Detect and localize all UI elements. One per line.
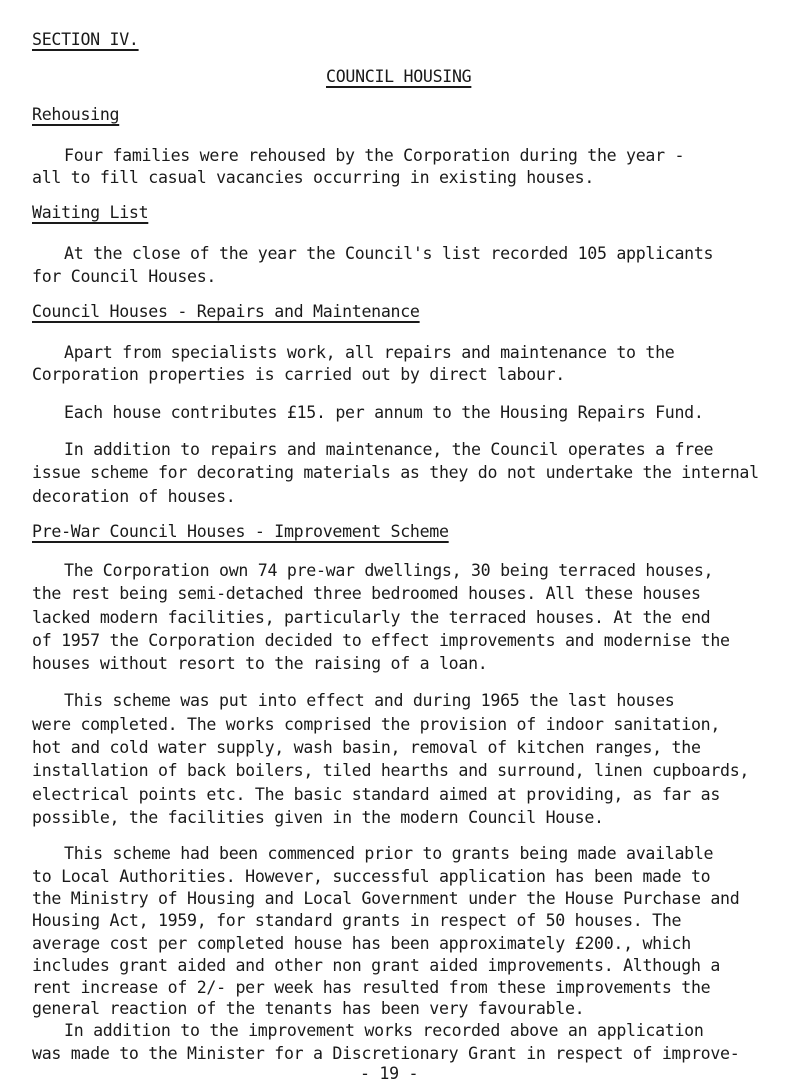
improvement-p3-line-4: Housing Act, 1959, for standard grants in respect of 50 houses. The [32,911,682,931]
repairs-p3-line-3: decoration of houses. [32,486,236,506]
improvement-p4-line-2: was made to the Minister for a Discretionary Grant in respect of improve- [32,1043,740,1063]
rehousing-heading: Rehousing [32,104,120,124]
repairs-p3-line-2: issue scheme for decorating materials as they do not undertake the internal [32,463,759,483]
improvement-p3-line-8: general reaction of the tenants has been very favourable. [32,998,585,1018]
improvement-p1-line-5: houses without resort to the raising of a loan. [32,654,488,674]
improvement-p1-line-4: of 1957 the Corporation decided to effect improvements and modernise the [32,630,730,650]
page-number: - 19 - [360,1064,419,1083]
improvement-p3-line-7: rent increase of 2/- per week has resulted from these improvements the [32,978,711,998]
improvement-p1-line-3: lacked modern facilities, particularly the terraced houses. At the end [32,607,711,627]
repairs-p2-line-1: Each house contributes £15. per annum to the Housing Repairs Fund. [64,402,704,422]
rehousing-line-1: Four families were rehoused by the Corporation during the year - [64,145,685,165]
improvement-p3-line-5: average cost per completed house has been approximately £200., which [32,933,691,953]
improvement-p4-line-1: In addition to the improvement works recorded above an application [64,1021,704,1041]
repairs-p1-line-1: Apart from specialists work, all repairs and maintenance to the [64,343,675,362]
repairs-p1-line-2: Corporation properties is carried out by direct labour. [32,365,565,385]
page-title: COUNCIL HOUSING [326,67,472,87]
improvement-p2-line-5: electrical points etc. The basic standard aimed at providing, as far as [32,784,721,804]
waiting-list-heading: Waiting List [32,203,149,223]
waiting-list-line-2: for Council Houses. [32,266,217,286]
improvement-p2-line-6: possible, the facilities given in the modern Council House. [32,807,604,827]
improvement-p2-line-4: installation of back boilers, tiled hearths and surround, linen cupboards, [32,761,750,781]
improvement-p1-line-2: the rest being semi-detached three bedroomed houses. All these houses [32,584,701,604]
improvement-p2-line-2: were completed. The works comprised the provision of indoor sanitation, [32,714,721,734]
improvement-p3-line-6: includes grant aided and other non grant aided improvements. Although a [32,955,721,975]
rehousing-line-2: all to fill casual vacancies occurring in existing houses. [32,167,595,187]
waiting-list-line-1: At the close of the year the Council's list recorded 105 applicants [64,244,714,264]
improvement-p3-line-1: This scheme had been commenced prior to grants being made available [64,844,714,864]
repairs-heading: Council Houses - Repairs and Maintenance [32,302,420,321]
improvement-p3-line-3: the Ministry of Housing and Local Government under the House Purchase and [32,888,740,908]
improvement-p3-line-2: to Local Authorities. However, successful application has been made to [32,866,711,886]
repairs-p3-line-1: In addition to repairs and maintenance, the Council operates a free [64,439,714,459]
improvement-p2-line-3: hot and cold water supply, wash basin, removal of kitchen ranges, the [32,738,701,757]
section-label: SECTION IV. [32,30,139,49]
improvement-p1-line-1: The Corporation own 74 pre-war dwellings, 30 being terraced houses, [64,561,714,580]
improvement-p2-line-1: This scheme was put into effect and during 1965 the last houses [64,691,675,711]
improvement-heading: Pre-War Council Houses - Improvement Scheme [32,521,449,541]
